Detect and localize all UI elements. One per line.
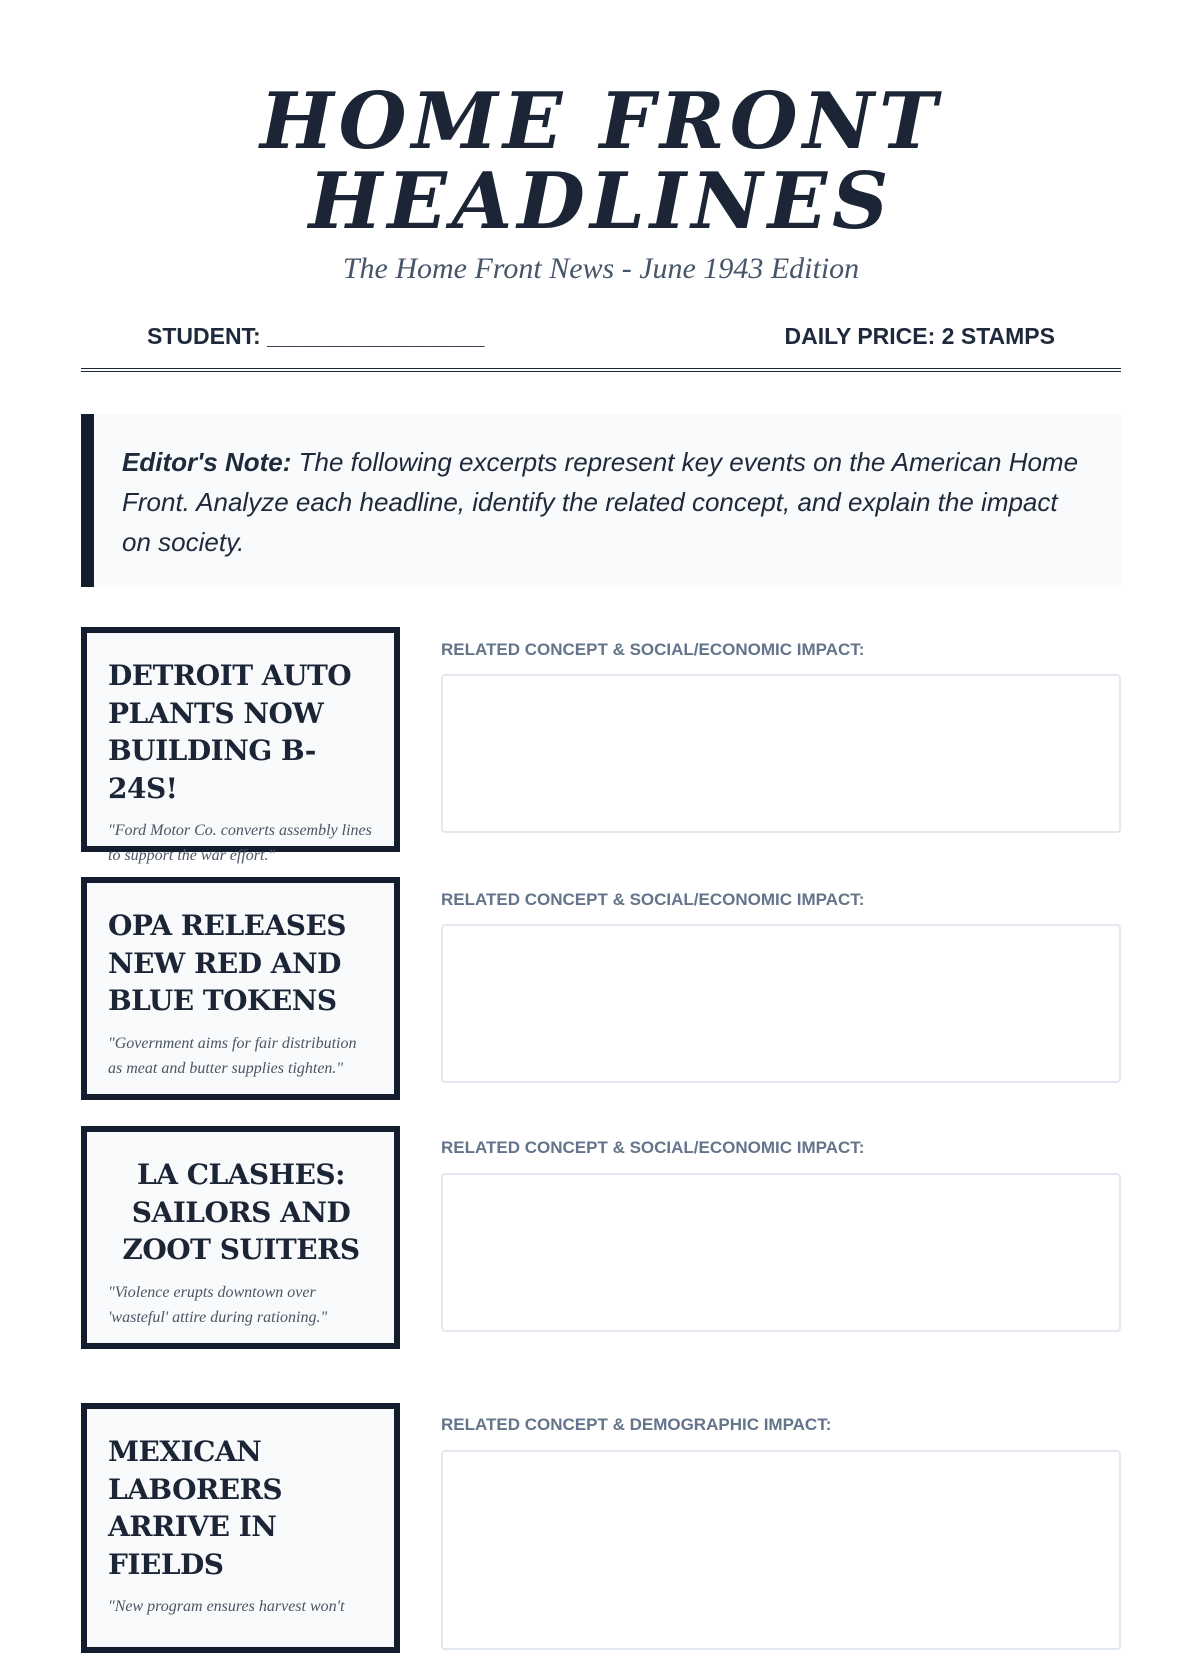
headline-quote: "Ford Motor Co. converts assembly lines to support the war effort." [108,822,372,864]
answer-label: RELATED CONCEPT & SOCIAL/ECONOMIC IMPACT: [441,640,865,659]
masthead-title-line-1: HOME FRONT [259,76,943,167]
editor-note [81,414,1121,587]
answer-box[interactable] [441,1450,1121,1650]
headline-quote: "New program ensures harvest won't [108,1598,345,1615]
headline-card [81,1126,400,1349]
headline-card [81,877,400,1100]
edition-subtitle: The Home Front News - June 1943 Edition [342,252,860,285]
headline-title: OPA RELEASES NEW RED AND BLUE TOKENS [108,909,347,1017]
headline-title: LA CLASHES: SAILORS AND ZOOT SUITERS [122,1158,360,1266]
headline-quote: "Violence erupts downtown over 'wasteful' attire during rationing." [108,1283,328,1326]
headline-title: MEXICAN LABORERS ARRIVE IN FIELDS [108,1435,283,1581]
editor-note-text: The following excerpts represent key events on the American Home Front. Analyze each headline, identify the related concept, and explain the impact on society. [122,447,1079,557]
masthead [81,76,1121,286]
headline-card [81,1403,400,1653]
headline-title: DETROIT AUTO PLANTS NOW BUILDING B-24S! [108,659,352,805]
answer-label: RELATED CONCEPT & SOCIAL/ECONOMIC IMPACT: [441,890,865,909]
headline-quote: "Government aims for fair distribution as meat and butter supplies tighten." [108,1034,357,1077]
headline-card [81,627,400,864]
answer-box[interactable] [441,674,1121,833]
masthead-title-line-2: HEADLINES [308,156,894,247]
editor-note-label: Editor's Note: [122,447,292,477]
info-bar [81,318,1121,372]
answer-box[interactable] [441,1173,1121,1332]
answer-label: RELATED CONCEPT & SOCIAL/ECONOMIC IMPACT: [441,1138,865,1157]
answer-box[interactable] [441,924,1121,1083]
daily-price: DAILY PRICE: 2 STAMPS [784,323,1055,349]
masthead-title [81,76,1121,247]
answer-label: RELATED CONCEPT & DEMOGRAPHIC IMPACT: [441,1415,832,1434]
student-name-line[interactable]: STUDENT: _________________ [147,323,485,349]
